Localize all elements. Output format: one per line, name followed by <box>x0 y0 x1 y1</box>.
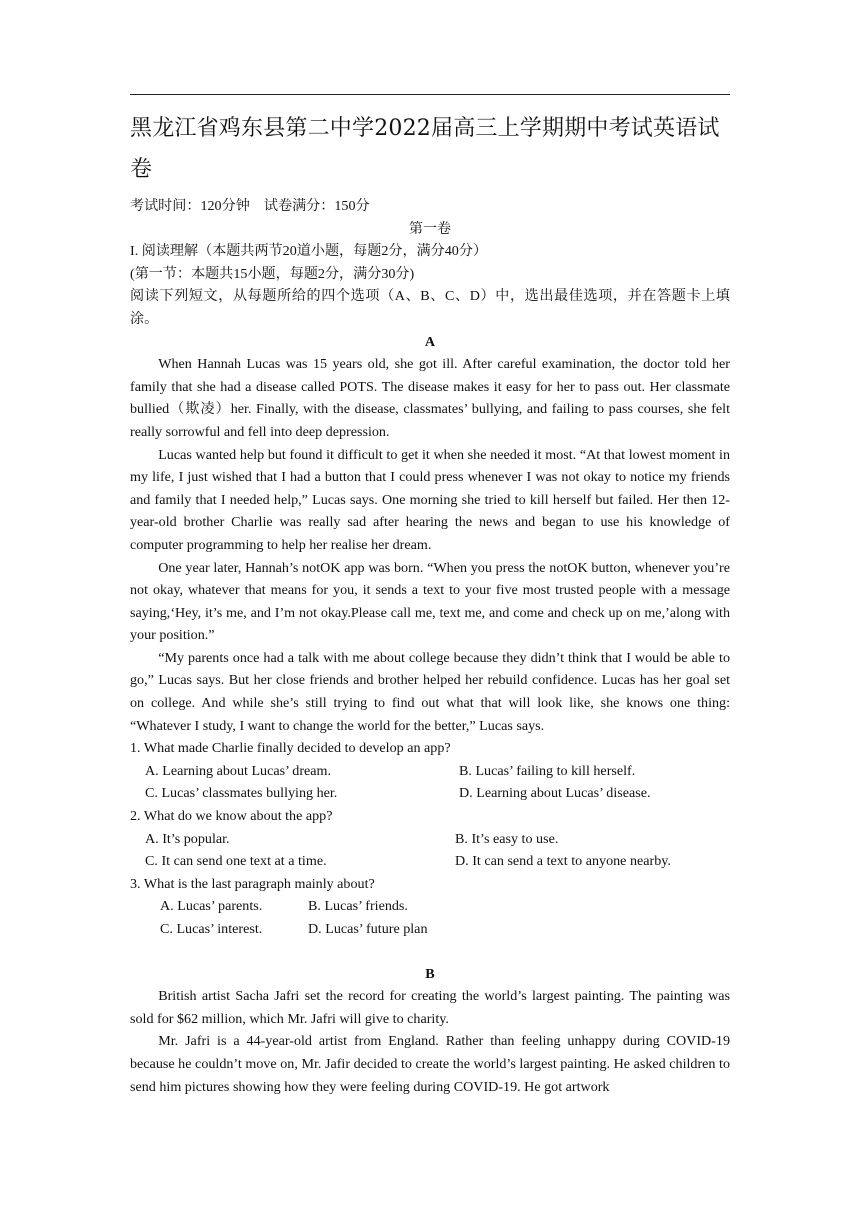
option-a: A. It’s popular. <box>145 830 230 847</box>
spacer <box>130 941 730 963</box>
question-2 <box>130 805 730 873</box>
exam-info: 考试时间：120分钟 试卷满分：150分 <box>130 198 370 214</box>
option-c: C. It can send one text at a time. <box>145 853 327 870</box>
page-title: 黑龙江省鸡东县第二中学2022届高三上学期期中考试英语试卷 <box>130 116 720 182</box>
passage-a-paragraph: Lucas wanted help but found it difficult to get it when she needed it most. “At that lowest moment in my life, I just wished that I had a button that I could press whenever I was not okay to notice my friends and family that I needed help,” Lucas says. One morning she tried to kill herself but failed. Her then 12-year-old brother Charlie was really sad after hearing the news and began to use his knowledge of computer programming to help her realise her dream. <box>130 446 730 553</box>
question-stem: 2. What do we know about the app? <box>130 808 333 825</box>
passage-b-label: B <box>425 965 435 982</box>
section-heading: I. 阅读理解（本题共两节20道小题，每题2分，满分40分） <box>130 243 488 260</box>
passage-a-paragraph: One year later, Hannah’s notOK app was born. “When you press the notOK button, whenever you’re not okay, whatever that means for you, it sends a text to your five most trusted people with a message saying,‘Hey, it’s me, and I’m not okay.Please call me, text me, and come and check up on me,’along with your position.” <box>130 559 730 644</box>
option-a: A. Lucas’ parents. <box>160 898 263 915</box>
question-3 <box>130 873 730 941</box>
instructions: 阅读下列短文，从每题所给的四个选项（A、B、C、D）中，选出最佳选项，并在答题卡上填涂。 <box>130 288 730 327</box>
option-c: C. Lucas’ interest. <box>160 921 263 937</box>
option-c: C. Lucas’ classmates bullying her. <box>145 785 338 802</box>
option-b: B. It’s easy to use. <box>455 830 559 847</box>
passage-a-paragraph: When Hannah Lucas was 15 years old, she got ill. After careful examination, the doctor told her family that she had a disease called POTS. The disease makes it easy for her to pass out. Her classmate bullied（欺凌）her. Finally, with the disease, classmates’ bullying, and failing to pass courses, she felt really sorrowful and fell into deep depression. <box>130 356 730 440</box>
option-d: D. It can send a text to anyone nearby. <box>455 853 671 870</box>
passage-b-paragraph: British artist Sacha Jafri set the record for creating the world’s largest painting. The painting was sold for $62 million, which Mr. Jafri will give to charity. <box>130 988 730 1027</box>
part-heading: (第一节：本题共15小题，每题2分，满分30分) <box>130 265 415 282</box>
passage-a-paragraph: “My parents once had a talk with me about college because they didn’t think that I would be able to go,” Lucas says. But her close friends and brother helped her rebuild confidence. Lucas has her goal set on college. And while she’s still trying to find out what that will look like, she knows one thing: “Whatever I study, I want to change the world for the better,” Lucas says. <box>130 649 730 734</box>
document-body <box>130 195 730 1098</box>
option-b: B. Lucas’ failing to kill herself. <box>459 762 636 779</box>
option-b: B. Lucas’ friends. <box>308 898 408 915</box>
passage-a-label: A <box>424 333 436 350</box>
passage-b-paragraph: Mr. Jafri is a 44-year-old artist from England. Rather than feeling unhappy during COVID-19 because he couldn’t move on, Mr. Jafir decided to create the world’s largest painting. He asked children to send him pictures showing how they were feeling during COVID-19. He got artwork <box>130 1033 730 1095</box>
option-a: A. Learning about Lucas’ dream. <box>145 762 332 779</box>
question-stem: 3. What is the last paragraph mainly about? <box>130 875 375 892</box>
question-1 <box>130 737 730 805</box>
volume-heading: 第一卷 <box>408 220 452 237</box>
question-stem: 1. What made Charlie finally decided to develop an app? <box>130 740 451 757</box>
header-rule <box>130 94 730 95</box>
option-d: D. Learning about Lucas’ disease. <box>459 785 651 802</box>
option-d: D. Lucas’ future plan <box>308 921 428 937</box>
